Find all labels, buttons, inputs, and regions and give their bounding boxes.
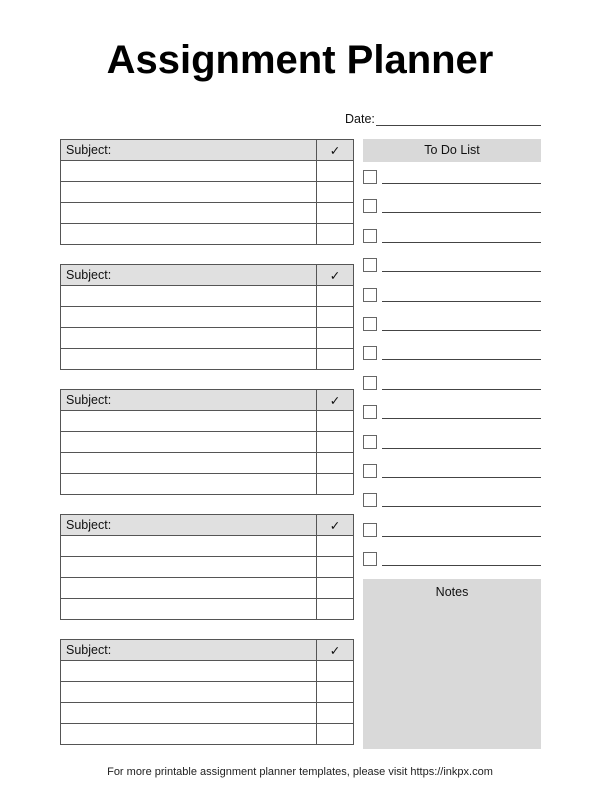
todo-checkbox[interactable] bbox=[363, 552, 377, 566]
assignment-row bbox=[61, 286, 354, 307]
todo-item bbox=[363, 464, 541, 480]
done-check-cell[interactable] bbox=[317, 203, 354, 224]
done-check-cell[interactable] bbox=[317, 161, 354, 182]
assignment-row bbox=[61, 682, 354, 703]
assignment-row bbox=[61, 224, 354, 245]
done-check-cell[interactable] bbox=[317, 557, 354, 578]
assignment-cell[interactable] bbox=[61, 682, 317, 703]
subject-header-row bbox=[61, 265, 354, 286]
assignment-cell[interactable] bbox=[61, 307, 317, 328]
done-check-cell[interactable] bbox=[317, 599, 354, 620]
todo-item bbox=[363, 493, 541, 509]
todo-item bbox=[363, 376, 541, 392]
checkmark-icon: ✓ bbox=[317, 390, 354, 411]
todo-checkbox[interactable] bbox=[363, 317, 377, 331]
assignment-row bbox=[61, 661, 354, 682]
done-check-cell[interactable] bbox=[317, 453, 354, 474]
todo-checkbox[interactable] bbox=[363, 464, 377, 478]
todo-checkbox[interactable] bbox=[363, 258, 377, 272]
subject-table bbox=[60, 139, 354, 245]
todo-input-line[interactable] bbox=[382, 271, 541, 272]
assignment-cell[interactable] bbox=[61, 578, 317, 599]
todo-input-line[interactable] bbox=[382, 389, 541, 390]
assignment-row bbox=[61, 349, 354, 370]
notes-header: Notes bbox=[435, 585, 469, 599]
todo-input-line[interactable] bbox=[382, 536, 541, 537]
subject-header-row bbox=[61, 640, 354, 661]
done-check-cell[interactable] bbox=[317, 536, 354, 557]
subject-label[interactable]: Subject: bbox=[61, 265, 317, 286]
assignment-cell[interactable] bbox=[61, 411, 317, 432]
done-check-cell[interactable] bbox=[317, 328, 354, 349]
todo-item bbox=[363, 346, 541, 362]
done-check-cell[interactable] bbox=[317, 578, 354, 599]
page-title: Assignment Planner bbox=[106, 38, 494, 82]
assignment-cell[interactable] bbox=[61, 203, 317, 224]
checkmark-icon: ✓ bbox=[317, 265, 354, 286]
todo-checkbox[interactable] bbox=[363, 523, 377, 537]
todo-input-line[interactable] bbox=[382, 301, 541, 302]
done-check-cell[interactable] bbox=[317, 411, 354, 432]
todo-item bbox=[363, 523, 541, 539]
done-check-cell[interactable] bbox=[317, 224, 354, 245]
todo-input-line[interactable] bbox=[382, 477, 541, 478]
checkmark-icon: ✓ bbox=[317, 140, 354, 161]
checkmark-icon: ✓ bbox=[317, 515, 354, 536]
subject-table bbox=[60, 264, 354, 370]
done-check-cell[interactable] bbox=[317, 182, 354, 203]
subject-header-row bbox=[61, 515, 354, 536]
assignment-cell[interactable] bbox=[61, 661, 317, 682]
assignment-cell[interactable] bbox=[61, 724, 317, 745]
todo-item bbox=[363, 229, 541, 245]
todo-item bbox=[363, 258, 541, 274]
assignment-cell[interactable] bbox=[61, 286, 317, 307]
todo-item bbox=[363, 170, 541, 186]
todo-list-header: To Do List bbox=[363, 139, 541, 162]
date-input-line[interactable] bbox=[376, 125, 541, 126]
assignment-row bbox=[61, 703, 354, 724]
todo-input-line[interactable] bbox=[382, 242, 541, 243]
assignment-cell[interactable] bbox=[61, 703, 317, 724]
assignment-row bbox=[61, 328, 354, 349]
todo-input-line[interactable] bbox=[382, 506, 541, 507]
assignment-cell[interactable] bbox=[61, 557, 317, 578]
assignment-cell[interactable] bbox=[61, 161, 317, 182]
assignment-row bbox=[61, 411, 354, 432]
checkmark-icon: ✓ bbox=[317, 640, 354, 661]
done-check-cell[interactable] bbox=[317, 661, 354, 682]
assignment-row bbox=[61, 203, 354, 224]
assignment-row bbox=[61, 307, 354, 328]
done-check-cell[interactable] bbox=[317, 432, 354, 453]
todo-input-line[interactable] bbox=[382, 359, 541, 360]
assignment-cell[interactable] bbox=[61, 599, 317, 620]
todo-checkbox[interactable] bbox=[363, 346, 377, 360]
todo-item bbox=[363, 552, 541, 568]
subject-table bbox=[60, 639, 354, 745]
done-check-cell[interactable] bbox=[317, 286, 354, 307]
todo-input-line[interactable] bbox=[382, 448, 541, 449]
todo-checkbox[interactable] bbox=[363, 229, 377, 243]
date-field[interactable] bbox=[345, 111, 545, 129]
todo-item bbox=[363, 435, 541, 451]
assignment-row bbox=[61, 599, 354, 620]
assignment-cell[interactable] bbox=[61, 182, 317, 203]
assignment-row bbox=[61, 578, 354, 599]
todo-input-line[interactable] bbox=[382, 565, 541, 566]
assignment-cell[interactable] bbox=[61, 453, 317, 474]
todo-input-line[interactable] bbox=[382, 330, 541, 331]
subject-header-row bbox=[61, 390, 354, 411]
date-label: Date: bbox=[345, 112, 375, 126]
subject-label[interactable]: Subject: bbox=[61, 515, 317, 536]
assignment-cell[interactable] bbox=[61, 432, 317, 453]
todo-checkbox[interactable] bbox=[363, 199, 377, 213]
footer-text: For more printable assignment planner templates, please visit https://inkpx.com bbox=[107, 766, 493, 778]
todo-item bbox=[363, 199, 541, 215]
subject-table bbox=[60, 389, 354, 495]
todo-checkbox[interactable] bbox=[363, 493, 377, 507]
assignment-cell[interactable] bbox=[61, 474, 317, 495]
assignment-cell[interactable] bbox=[61, 224, 317, 245]
assignment-row bbox=[61, 536, 354, 557]
assignment-row bbox=[61, 161, 354, 182]
todo-item bbox=[363, 405, 541, 421]
assignment-row bbox=[61, 724, 354, 745]
todo-checkbox[interactable] bbox=[363, 376, 377, 390]
assignment-row bbox=[61, 182, 354, 203]
todo-item bbox=[363, 288, 541, 304]
todo-item bbox=[363, 317, 541, 333]
done-check-cell[interactable] bbox=[317, 703, 354, 724]
todo-input-line[interactable] bbox=[382, 183, 541, 184]
done-check-cell[interactable] bbox=[317, 682, 354, 703]
assignment-row bbox=[61, 453, 354, 474]
todo-input-line[interactable] bbox=[382, 212, 541, 213]
done-check-cell[interactable] bbox=[317, 349, 354, 370]
todo-input-line[interactable] bbox=[382, 418, 541, 419]
assignment-row bbox=[61, 557, 354, 578]
assignment-row bbox=[61, 432, 354, 453]
notes-panel[interactable] bbox=[363, 579, 541, 749]
subject-label[interactable]: Subject: bbox=[61, 640, 317, 661]
done-check-cell[interactable] bbox=[317, 307, 354, 328]
todo-checkbox[interactable] bbox=[363, 435, 377, 449]
assignment-cell[interactable] bbox=[61, 536, 317, 557]
subject-label[interactable]: Subject: bbox=[61, 140, 317, 161]
done-check-cell[interactable] bbox=[317, 724, 354, 745]
subject-header-row bbox=[61, 140, 354, 161]
assignment-row bbox=[61, 474, 354, 495]
todo-checkbox[interactable] bbox=[363, 170, 377, 184]
assignment-cell[interactable] bbox=[61, 328, 317, 349]
assignment-cell[interactable] bbox=[61, 349, 317, 370]
todo-checkbox[interactable] bbox=[363, 405, 377, 419]
todo-checkbox[interactable] bbox=[363, 288, 377, 302]
subject-label[interactable]: Subject: bbox=[61, 390, 317, 411]
done-check-cell[interactable] bbox=[317, 474, 354, 495]
subject-table bbox=[60, 514, 354, 620]
